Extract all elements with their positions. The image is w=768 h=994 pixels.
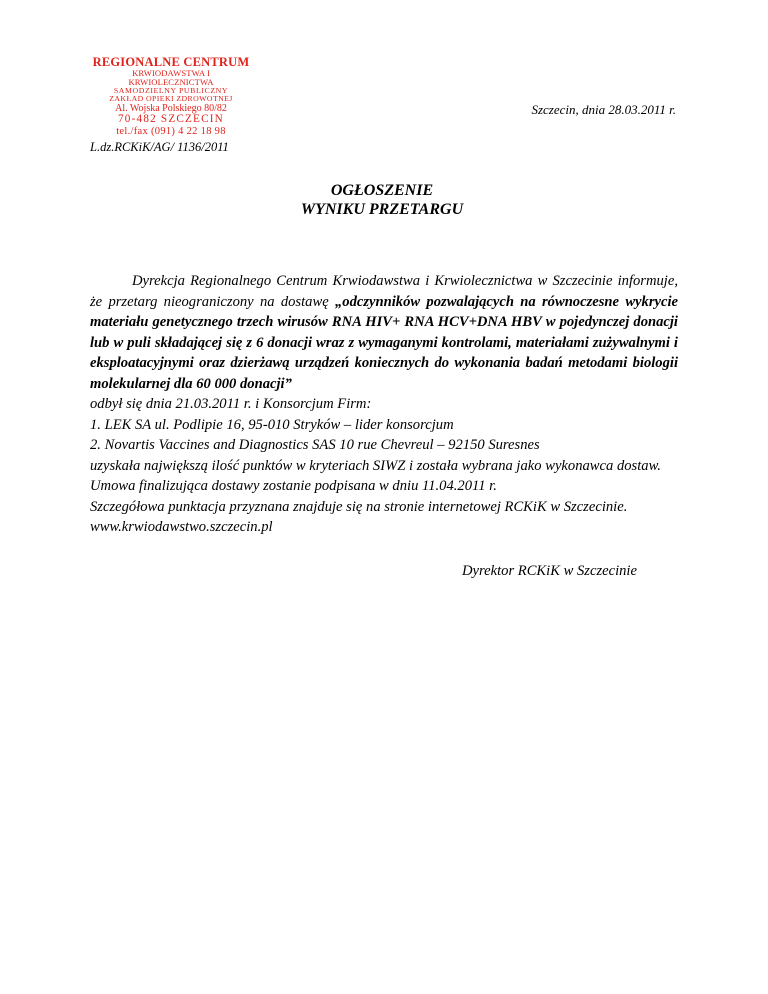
stamp-phone: tel./fax (091) 4 22 18 98	[116, 125, 226, 137]
signature-line: Dyrektor RCKiK w Szczecinie	[462, 563, 637, 579]
consortium-member-1: 1. LEK SA ul. Podlipie 16, 95-010 Stryków – lider konsorcjum	[90, 416, 454, 433]
contract-line: Umowa finalizująca dostawy zostanie podpisana w dniu 11.04.2011 r.	[90, 478, 497, 494]
announcement-body	[90, 271, 678, 538]
consortium-member-2: 2. Novartis Vaccines and Diagnostics SAS 10 rue Chevreul – 92150 Suresnes	[90, 437, 540, 453]
title-line-1: OGŁOSZENIE	[330, 182, 434, 199]
stamp-line: ZAKŁAD OPIEKI ZDROWOTNEJ	[109, 94, 233, 104]
intro-text: Dyrekcja Regionalnego Centrum Krwiodawstwa i Krwiolecznictwa w Szczecinie informuje, że przetarg nieograniczony na dostawę	[90, 273, 678, 310]
website-link[interactable]: www.krwiodawstwo.szczecin.pl	[90, 519, 273, 535]
title-line-2: WYNIKU PRZETARGU	[300, 201, 464, 218]
stamp-address: Al. Wojska Polskiego 80/82	[115, 102, 227, 114]
announcement-title	[0, 181, 768, 219]
reference-number: L.dz.RCKiK/AG/ 1136/2011	[90, 140, 229, 154]
details-line: Szczegółowa punktacja przyznana znajduje się na stronie internetowej RCKiK w Szczecinie.	[90, 498, 628, 515]
stamp-line: SAMODZIELNY PUBLICZNY	[113, 86, 229, 96]
result-paragraph: uzyskała największą ilość punktów w kryteriach SIWZ i została wybrana jako wykonawca dostaw.	[90, 457, 661, 474]
stamp-city: 70-482 SZCZECIN	[118, 113, 224, 125]
stamp-title: REGIONALNE CENTRUM	[92, 55, 250, 69]
intro-paragraph	[90, 271, 678, 394]
institution-stamp	[90, 56, 252, 137]
tender-date-line: odbył się dnia 21.03.2011 r. i Konsorcjum Firm:	[90, 396, 372, 412]
tender-subject: „odczynników pozwalających na równoczesne wykrycie materiału genetycznego trzech wirusów RNA HIV+ RNA HCV+DNA HBV w pojedynczej donacji lub w puli składającej się z 6 donacji wraz z wymaganymi kontrolami, materiałami zużywalnymi i eksploatacyjnymi oraz dzierżawą urządzeń koniecznych do wykonania badań metodami biologii molekularnej dla 60 000 donacji”	[90, 293, 678, 392]
stamp-line: KRWIODAWSTWA I KRWIOLECZNICTWA	[128, 68, 214, 88]
document-date: Szczecin, dnia 28.03.2011 r.	[531, 102, 676, 117]
